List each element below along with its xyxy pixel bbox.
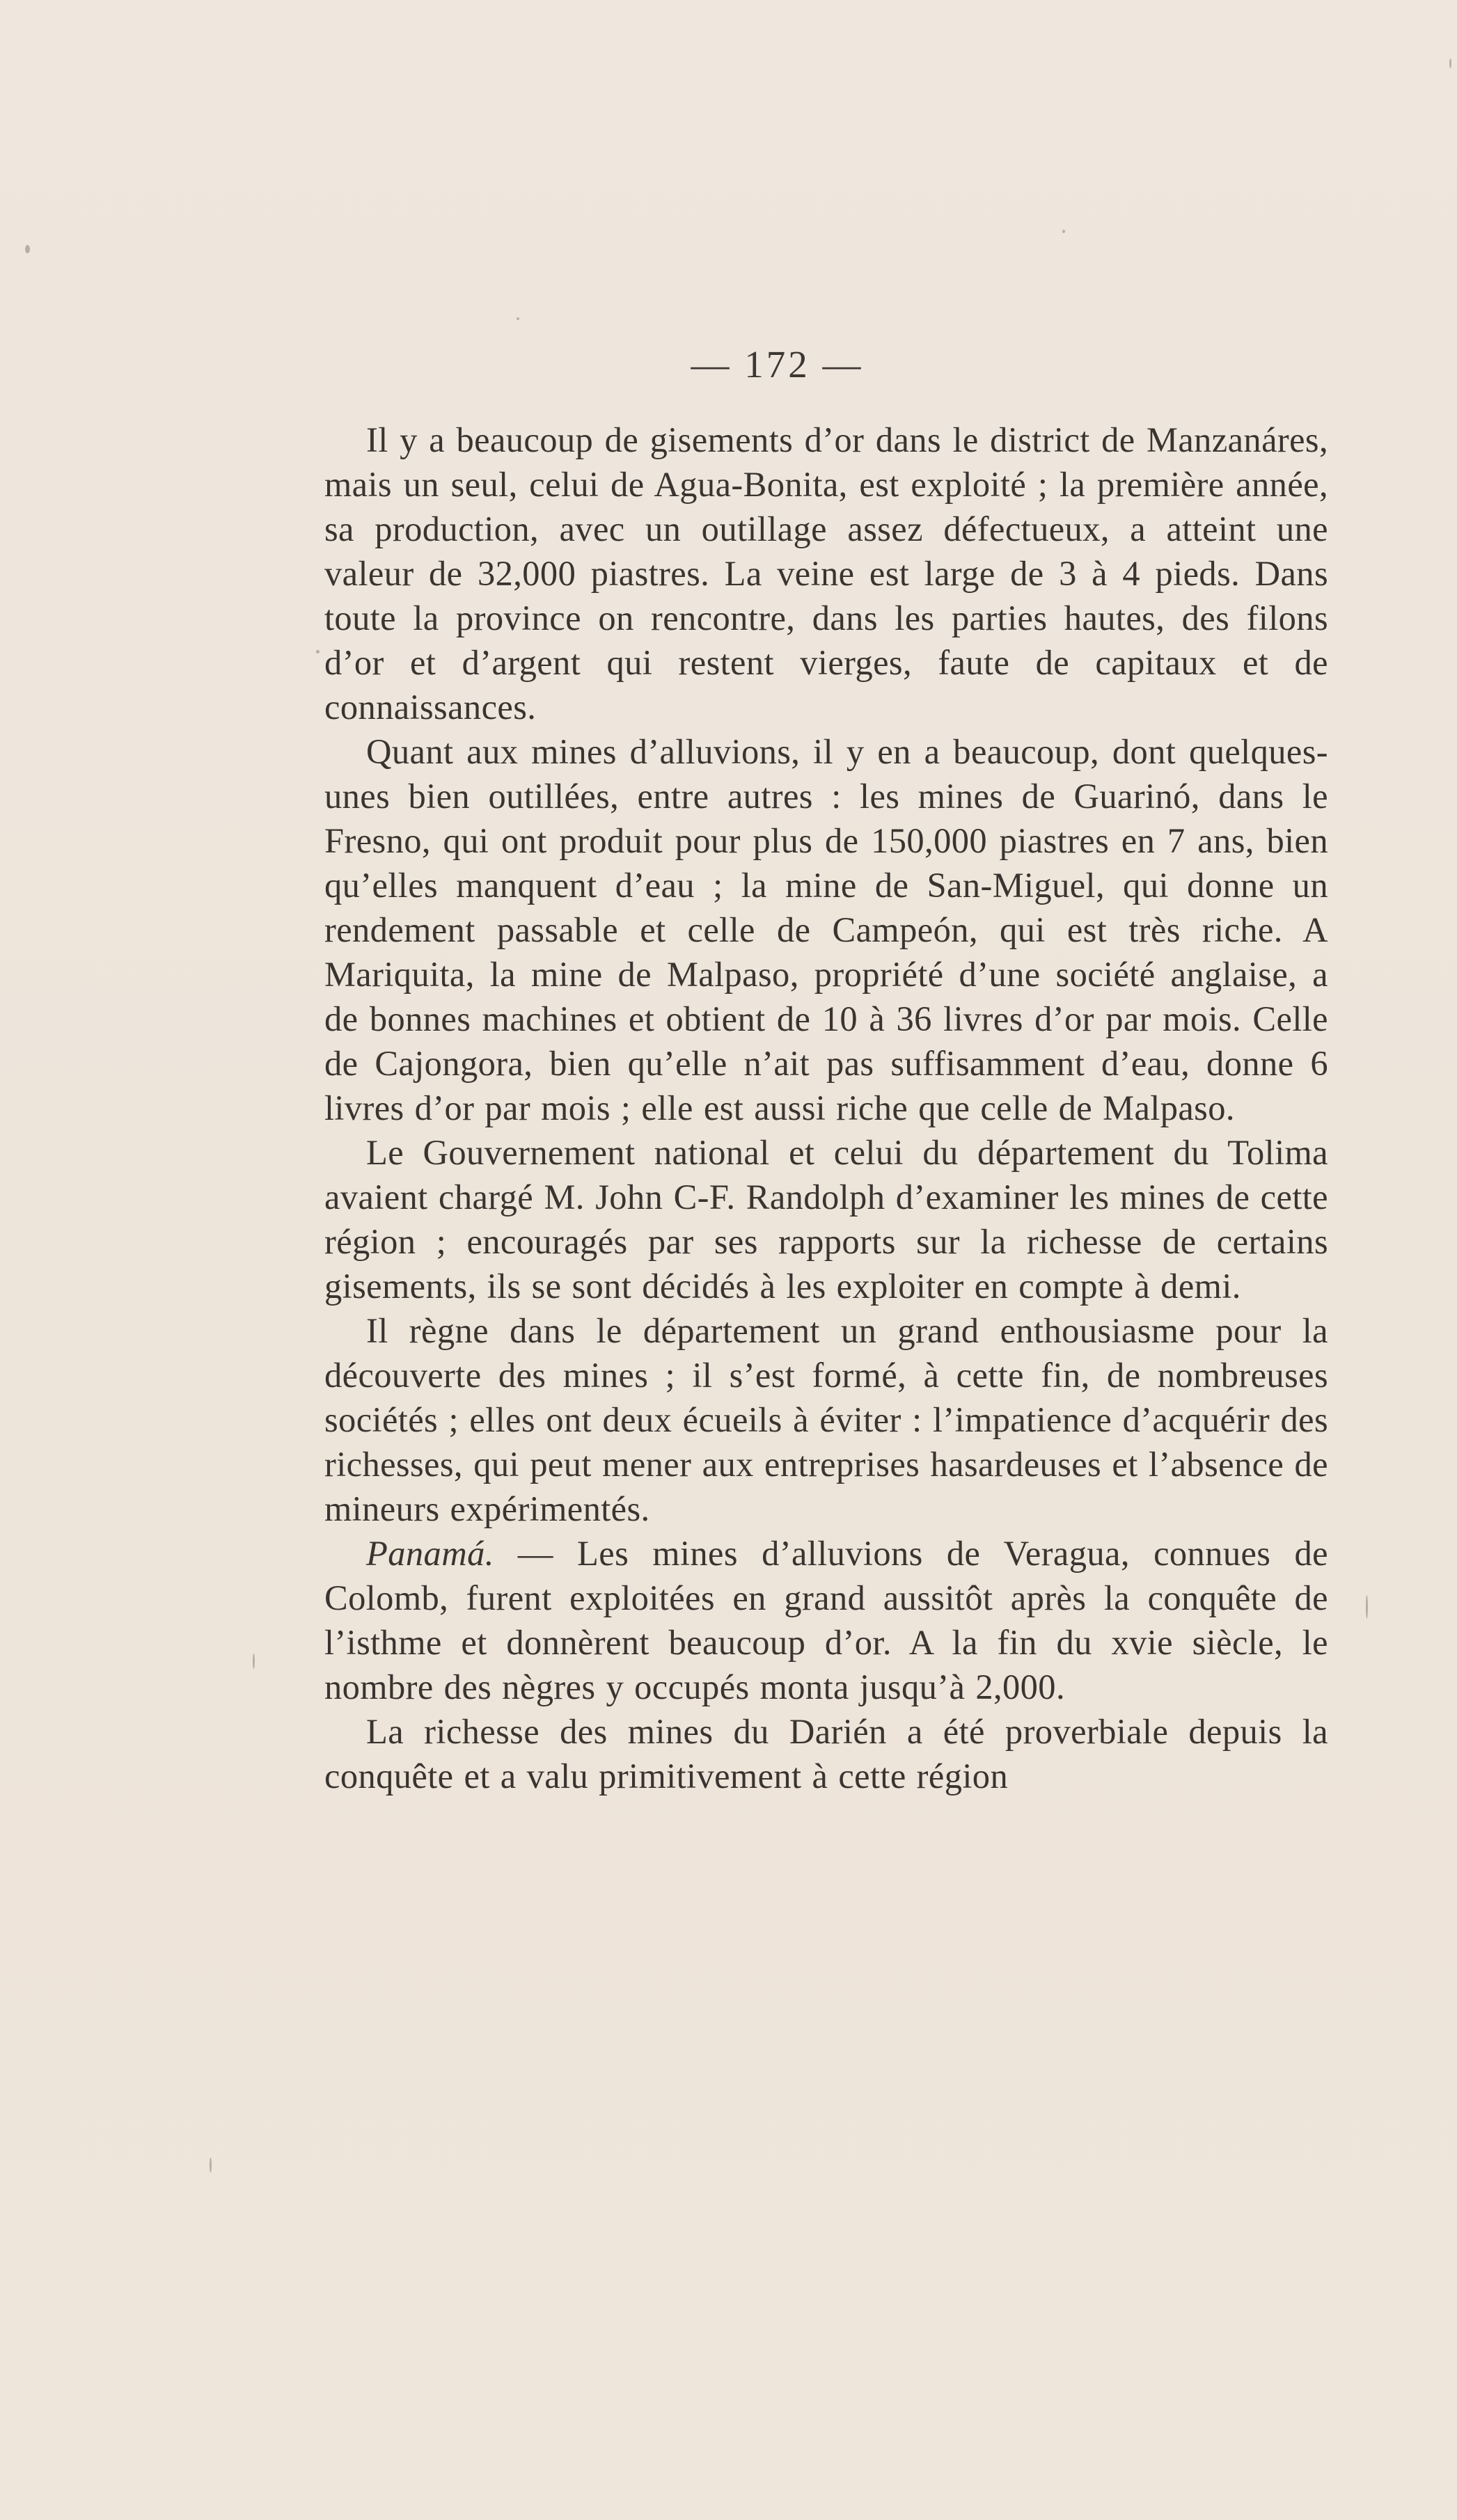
paragraph-government: Le Gouvernement national et celui du département du Tolima avaient chargé M. John C-F. Randolph d’examiner les mines de cette région ; encouragés par ses rapports sur la richesse de certains gisements, ils se sont décidés à les exploiter en compte à demi. (324, 1133, 1328, 1306)
paragraph-panama (324, 1531, 1328, 1709)
paper-speck (1366, 1595, 1368, 1619)
paper-speck (517, 317, 519, 320)
paper-speck (25, 245, 30, 253)
paper-speck (253, 1654, 255, 1669)
paragraph-agua-bonita: Il y a beaucoup de gisements d’or dans le district de Manzanáres, mais un seul, celui de Agua-Bonita, est exploité ; la première année, sa production, avec un outillage assez défectueux, a atteint une valeur de 32,000 piastres. La veine est large de 3 à 4 pieds. Dans toute la province on rencontre, dans les parties hautes, des filons d’or et d’argent qui restent vierges, faute de capitaux et de connaissances. (324, 420, 1328, 727)
paragraph-panama-lead: Panamá. (366, 1534, 494, 1573)
paragraph-alluvial-mines: Quant aux mines d’alluvions, il y en a beaucoup, dont quelques-unes bien outillées, entre autres : les mines de Guarinó, dans le Fresno, qui ont produit pour plus de 150,000 piastres en 7 ans, bien qu’elles manquent d’eau ; la mine de San-Miguel, qui donne un rendement passable et celle de Campeón, qui est très riche. A Mariquita, la mine de Malpaso, propriété d’une société anglaise, a de bonnes machines et obtient de 10 à 36 livres d’or par mois. Celle de Cajongora, bien qu’elle n’ait pas suffisamment d’eau, donne 6 livres d’or par mois ; elle est aussi riche que celle de Malpaso. (324, 732, 1328, 1127)
paragraph-enthusiasm: Il règne dans le département un grand enthousiasme pour la découverte des mines ; il s’est formé, à cette fin, de nombreuses sociétés ; elles ont deux écueils à éviter : l’impatience d’acquérir des richesses, qui peut mener aux entreprises hasardeuses et l’absence de mineurs expérimentés. (324, 1311, 1328, 1528)
paper-speck (1449, 58, 1451, 68)
paper-speck (316, 650, 320, 653)
body-text (324, 418, 1328, 1798)
paragraph-darien: La richesse des mines du Darién a été proverbiale depuis la conquête et a valu primitivement à cette région (324, 1712, 1328, 1796)
paper-speck (210, 2157, 212, 2173)
page-number: — 172 — (691, 343, 864, 386)
paragraph-panama-text: — Les mines d’alluvions de Veragua, connues de Colomb, furent exploitées en grand aussitôt après la conquête de l’isthme et donnèrent beaucoup d’or. A la fin du xvie siècle, le nombre des nègres y occupés monta jusqu’à 2,000. (324, 1534, 1328, 1706)
paper-speck (1062, 230, 1065, 233)
